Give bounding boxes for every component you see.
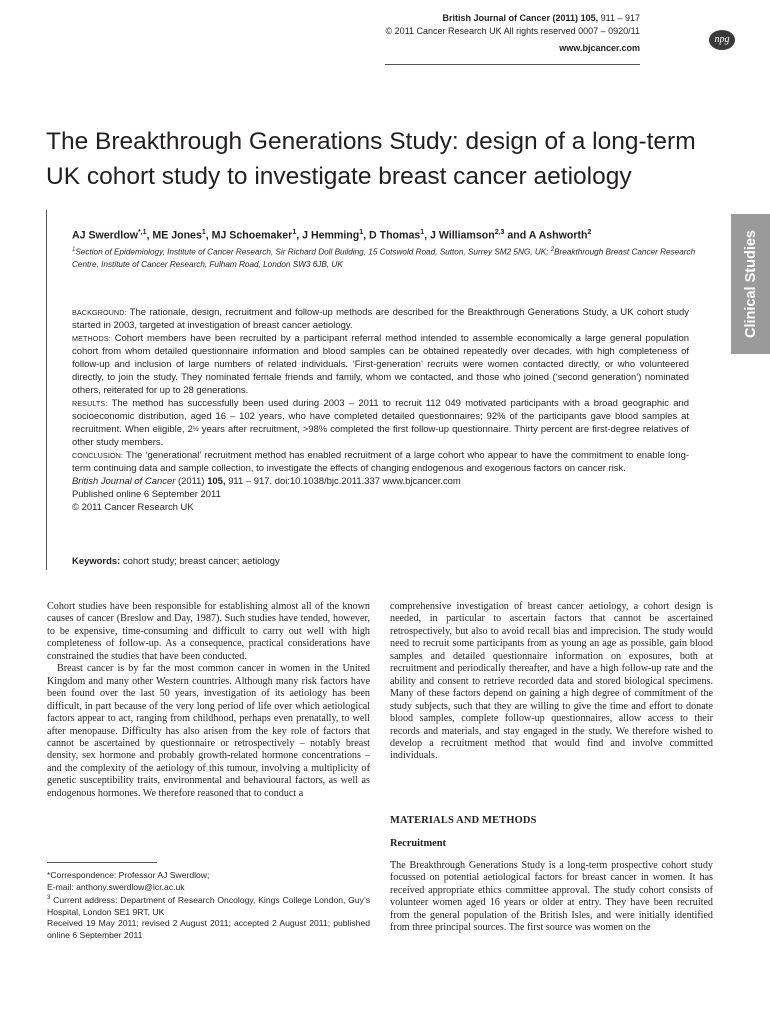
author-sup: *,1	[137, 229, 147, 236]
abstract-citation	[72, 475, 689, 488]
abstract-published: Published online 6 September 2011	[72, 489, 221, 500]
author-name: D Thomas	[369, 229, 421, 242]
body-paragraph: Breast cancer is by far the most common cancer in women in the United Kingdom and many other Western countries. Although many risk factors have been found over the last 50 years, investigation of its aetiology has been difficult, in part because of the very long period of life over which aetiological factors appear to act, ranging from childhood, perhaps even prenatally, to well after menopause. Difficulty has also arisen from the key role of factors that cannot be ascertained by questionnaire or retrospectively – notably breast density, sex hormone and probably growth-related hormone concentrations – and the complexity of the aetiology of this tumour, involving a multiplicity of genetic susceptibility traits, environmental and behavioural factors, as well as endogenous hormones. We therefore reasoned that to conduct a	[47, 663, 370, 799]
abstract-text: The ‘generational’ recruitment method has enabled recruitment of a large cohort who appear to have the commitment to enable long-term continuing data and sample collection, to investigate the effects of changing endogenous and exogenous factors on cancer risk.	[72, 450, 689, 474]
affil-text: Section of Epidemiology, Institute of Cancer Research, Sir Richard Doll Building, 15 Cotswold Road, Sutton, Surrey SM2 5NG, UK;	[75, 247, 549, 257]
abstract-label: BACKGROUND:	[72, 308, 127, 317]
author-sup: 2	[587, 229, 592, 236]
author-name: J Hemming	[302, 229, 360, 242]
author-sup: 1	[201, 229, 206, 236]
abstract-conclusion	[72, 449, 689, 475]
body-paragraph: The Breakthrough Generations Study is a long-term prospective cohort study focussed on potential aetiological factors for breast cancer in women. It has received appropriate ethics committee approval. The study cohort consists of volunteer women aged 16 years or older at entry. They have been recruited from the general population of the British Isles, and were initially identified from three principal sources. The first source was women on the	[390, 860, 713, 934]
footnote-address-text: Current address: Department of Research Oncology, Kings College London, Guy’s Hospital, London SE1 9RT, UK	[47, 895, 370, 917]
body-right-column-continued	[390, 860, 713, 935]
abstract-text: Cohort members have been recruited by a participant referral method intended to assemble economically a large general population cohort from whom detailed questionnaire information and blood samples can be obtained repeatedly over decades, with high completeness of follow-up and inclusion of large numbers of related individuals. ‘First-generation’ recruits were women contacted directly, or who volunteered directly, to join the study. They nominated female friends and family, whom we contacted, and those who joined (‘second generation’) nominated others, reiterated for up to 28 generations.	[72, 333, 689, 396]
footnote-sup: 3	[47, 895, 51, 902]
body-left-column	[47, 601, 370, 800]
author-name: AJ Swerdlow	[72, 229, 138, 242]
abstract-text: The method has successfully been used during 2003 – 2011 to recruit 112 049 motivated participants with a broad geographic and socioeconomic distribution, aged 16 – 102 years, who have completed detailed questionnaires; 92% of the participants gave blood samples at recruitment. When eligible, 2	[72, 398, 689, 435]
abstract	[72, 306, 689, 514]
footnote-email: E-mail: anthony.swerdlow@icr.ac.uk	[47, 881, 185, 892]
author-sup: 2,3	[494, 229, 505, 236]
author-list: AJ Swerdlow$^{*,1}$, ME Jones$^1$, MJ Schoemaker$^1$, J Hemming$^1$, D Thomas$^1$, J Williamson$^{2,3}$ and A Ashworth$^2$	[72, 229, 592, 242]
journal-citation-line	[330, 12, 640, 25]
section-side-tab	[731, 214, 770, 354]
author-name: MJ Schoemaker	[211, 229, 293, 242]
journal-name: British Journal of Cancer (2011)	[442, 13, 579, 23]
abstract-text: years after recruitment, >98% completed the first follow-up questionnaire. Thirty percent are first-degree relatives of other study members.	[72, 424, 689, 448]
article-title: The Breakthrough Generations Study: design of a long-term UK cohort study to investigate breast cancer aetiology	[46, 128, 696, 190]
journal-header	[330, 12, 640, 55]
author-sup: 1	[359, 229, 364, 236]
footnote-current-address	[47, 893, 370, 918]
journal-url-link[interactable]: www.bjcancer.com	[559, 43, 640, 53]
body-paragraph: Cohort studies have been responsible for establishing almost all of the known causes of cancer (Breslow and Day, 1987). Such studies have tended, however, to be expensive, time-consuming and difficult to carry out well with high completeness of follow-up. As a consequence, practical considerations have constrained the studies that have been conducted.	[47, 601, 370, 662]
journal-volume: 105,	[580, 13, 599, 23]
affil-sup: 1	[72, 247, 76, 253]
author-name: J Williamson	[430, 229, 495, 242]
subsection-heading: Recruitment	[390, 838, 446, 849]
citation-doi: 911 – 917. doi:10.1038/bjc.2011.337 www.bjcancer.com	[228, 476, 461, 487]
section-side-tab-label: Clinical Studies	[742, 230, 759, 338]
affil-text: Breakthrough Breast Cancer Research Centre, Institute of Cancer Research, Fulham Road, London SW3 6JB, UK	[72, 247, 696, 270]
section-heading: MATERIALS AND METHODS	[390, 815, 537, 826]
citation-journal: British Journal of Cancer	[72, 476, 176, 487]
abstract-fraction: ½	[192, 426, 199, 433]
abstract-label: CONCLUSION:	[72, 451, 124, 460]
body-right-column	[390, 601, 713, 763]
footnotes	[47, 870, 370, 941]
abstract-copyright: © 2011 Cancer Research UK	[72, 502, 194, 513]
journal-pages: 911 – 917	[600, 13, 640, 23]
abstract-methods	[72, 332, 689, 397]
footnote-received: Received 19 May 2011; revised 2 August 2011; accepted 2 August 2011; published online 6 September 2011	[47, 918, 370, 940]
author-name: A Ashworth	[528, 229, 588, 242]
affil-sup: 2	[550, 247, 555, 253]
author-sup: 1	[420, 229, 425, 236]
header-divider	[385, 64, 640, 65]
abstract-background	[72, 306, 689, 332]
keywords-text: cohort study; breast cancer; aetiology	[122, 556, 280, 567]
header-copyright: © 2011 Cancer Research UK All rights reserved 0007 – 0920/11	[385, 26, 640, 36]
abstract-label: METHODS:	[72, 334, 111, 343]
abstract-results	[72, 397, 689, 449]
abstract-text: The rationale, design, recruitment and follow-up methods are described for the Breakthrough Generations Study, a UK cohort study started in 2003, targeted at investigation of breast cancer aetiology.	[72, 307, 689, 331]
footnote-divider	[47, 862, 157, 863]
citation-volume: 105,	[207, 476, 226, 487]
npg-logo: npg	[709, 30, 735, 50]
keywords	[72, 555, 689, 568]
footnote-correspondence: *Correspondence: Professor AJ Swerdlow;	[47, 870, 210, 880]
keywords-label: Keywords:	[72, 556, 121, 567]
author-name: ME Jones	[152, 229, 202, 242]
author-and: and	[507, 229, 527, 242]
citation-year: (2011)	[177, 476, 205, 487]
abstract-side-rule	[46, 210, 47, 570]
abstract-label: RESULTS:	[72, 399, 108, 408]
author-sup: 1	[292, 229, 297, 236]
body-paragraph: comprehensive investigation of breast cancer aetiology, a cohort design is needed, in particular to ascertain factors that cannot be ascertained retrospectively, but also to avoid recall bias and imprecision. The study would need to recruit some participants from as young an age as possible, gain blood samples and detailed questionnaire information on exposures, both at recruitment and periodically thereafter, and have a high follow-up rate and the ability and consent to retrieve recorded data and stored biological specimens. Many of these factors depend on gaining a high degree of commitment of the study subjects, such that they are willing to give the time and effort to donate blood samples, complete follow-up questionnaires, allow access to their records and materials, and stay engaged in the study. We therefore wished to develop a recruitment method that would find and involve committed individuals.	[390, 601, 713, 762]
affiliations	[72, 244, 722, 272]
